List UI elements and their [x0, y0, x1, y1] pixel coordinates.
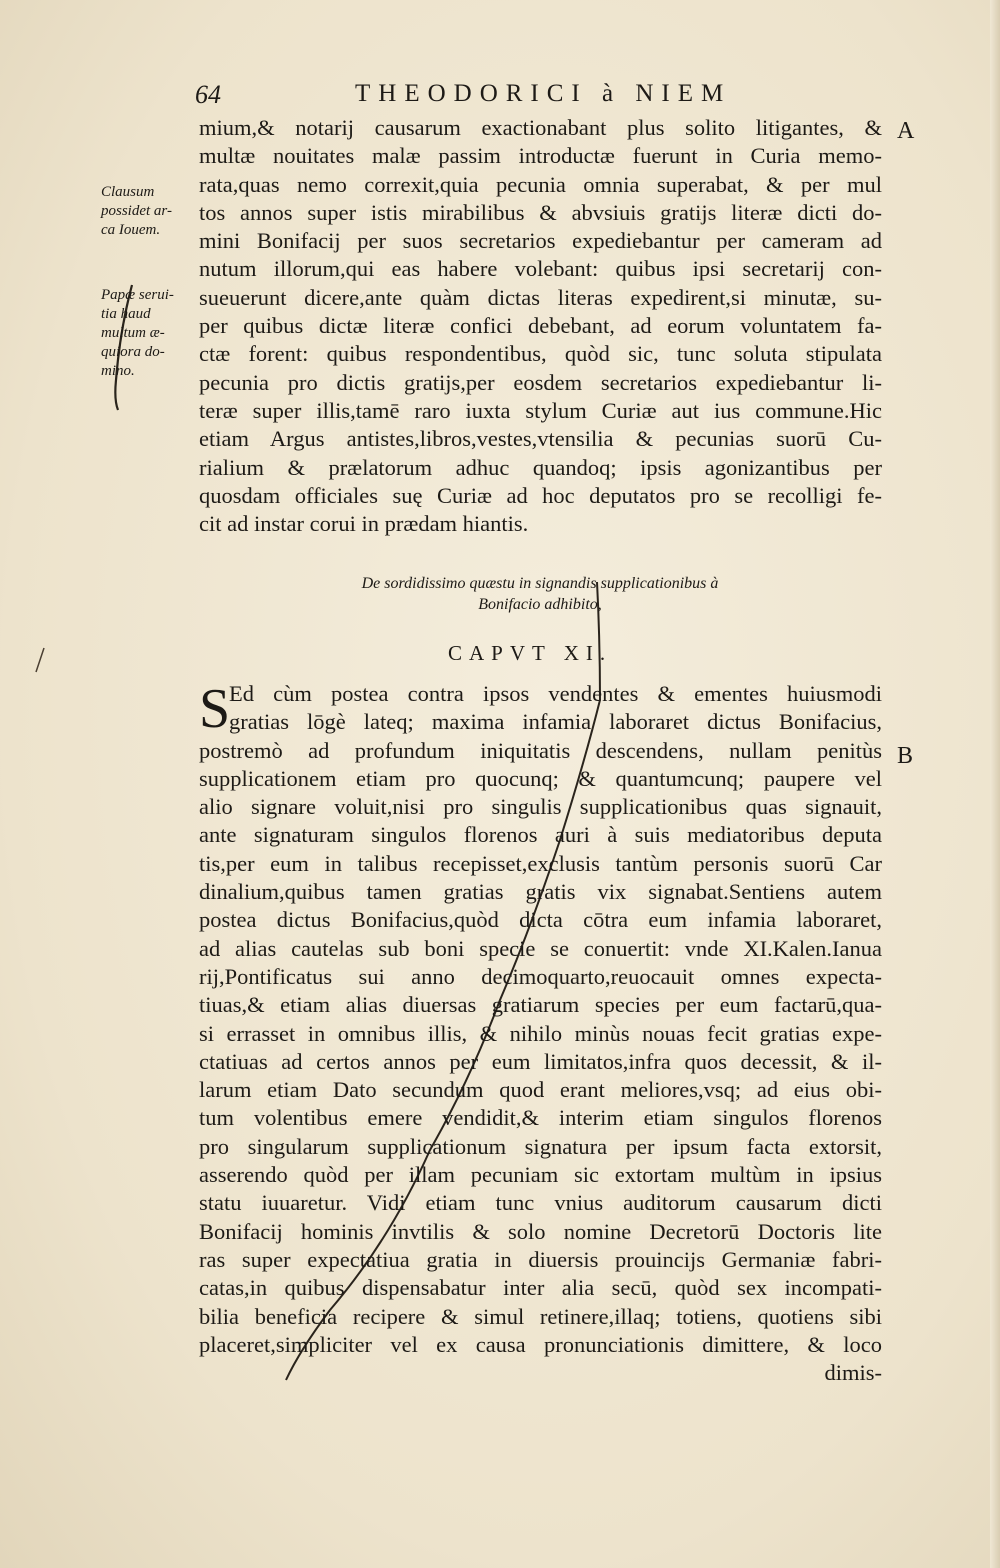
- catchword: dimis-: [824, 1360, 882, 1386]
- drop-cap-initial: S: [199, 678, 231, 740]
- text-line: supplicationem etiam pro quocunq; & quantumcunq; paupere vel: [199, 765, 882, 791]
- chapter-heading: CAPVT XI.: [448, 641, 613, 665]
- text-line: asserendo quòd per illam pecuniam sic extortam multùm in ipsius: [199, 1162, 882, 1188]
- text-line: sueuerunt dicere,ante quàm dictas literas expedirent,si minutæ, su-: [199, 284, 882, 310]
- text-line: pecunia pro dictis gratijs,per eosdem secretarios expediebantur li-: [199, 369, 882, 395]
- text-line: teræ super illis,tamē raro iuxta stylum Curiæ aut ius commune.Hic: [199, 397, 882, 423]
- section-marker-b: B: [897, 743, 914, 769]
- page-edge: [990, 0, 1000, 1568]
- text-line: ante signaturam singulos florenos auri à suis mediatoribus deputa: [199, 822, 882, 848]
- text-line: nutum illorum,qui eas habere volebant: quibus ipsi secretarij con-: [199, 256, 882, 282]
- summary-line: De sordidissimo quæstu in signandis supplicationibus à: [361, 575, 719, 592]
- text-line: postremò ad profundum iniquitatis descendens, nullam penitùs: [199, 737, 882, 763]
- text-line: ctatiuas ad certos annos per eum limitatos,infra quos decessit, & il-: [199, 1048, 882, 1074]
- text-line: multæ nouitates malæ passim introductæ fuerunt in Curia memo-: [199, 143, 882, 169]
- summary-line: Bonifacio adhibito,: [478, 596, 602, 613]
- text-line: ctæ forent: quibus respondentibus, quòd sic, tunc soluta stipulata: [199, 341, 882, 367]
- text-line: Bonifacij hominis invtilis & solo nomine Decretorū Doctoris lite: [199, 1218, 882, 1244]
- text-line: dinalium,quibus tamen gratias gratis vix signabat.Sentiens autem: [199, 879, 882, 905]
- margin-note-clausum: [101, 183, 172, 240]
- page-header: [195, 80, 775, 112]
- chapter-text-block: [199, 680, 882, 1387]
- margin-note-line: Papæ serui-: [101, 287, 174, 303]
- text-line: ad alias cautelas sub boni specie se conuertit: vnde XI.Kalen.Ianua: [199, 935, 882, 961]
- running-head: THEODORICI à NIEM: [355, 80, 732, 107]
- text-line: mium,& notarij causarum exactionabant plus solito litigantes, &: [199, 115, 882, 140]
- text-line: si errasset in omnibus illis, & nihilo minùs nouas fecit gratias expe-: [199, 1020, 882, 1046]
- text-line: larum etiam Dato secundum quod erant meliores,vsq; ad eius obi-: [199, 1077, 882, 1103]
- text-line: tis,per eum in talibus recepisset,exclusis tantùm personis suorū Car: [199, 850, 882, 876]
- margin-note-papae: [101, 286, 174, 381]
- text-line: statu iuuaretur. Vidi etiam tunc vnius auditorum causarum dicti: [199, 1190, 882, 1216]
- text-line: ras super expectatiua gratia in diuersis prouincijs Germaniæ fabri-: [199, 1246, 882, 1272]
- main-text-block: [199, 114, 882, 538]
- text-line: bilia beneficia recipere & simul retinere,illaq; totiens, quotiens sibi: [199, 1303, 882, 1329]
- text-line: cit ad instar corui in prædam hiantis.: [199, 511, 529, 537]
- text-line: catas,in quibus dispensabatur inter alia secū, quòd sex incompati-: [199, 1275, 882, 1301]
- margin-note-line: Clausum: [101, 184, 155, 200]
- text-line: pro singularum supplicationum signatura per ipsum facta extorsit,: [199, 1133, 882, 1159]
- page-number: 64: [195, 80, 221, 109]
- text-line: alio signare voluit,nisi pro singulis supplicationibus quas signauit,: [199, 794, 882, 820]
- text-line: rialium & prælatorum adhuc quandoq; ipsis agonizantibus per: [199, 454, 882, 480]
- text-line: Ed cùm postea contra ipsos vendentes & ementes huiusmodi: [229, 681, 882, 706]
- text-line: tiuas,& etiam alias diuersas gratiarum species per eum factarū,qua-: [199, 992, 882, 1018]
- margin-note-line: ca Iouem.: [101, 222, 161, 238]
- text-line: etiam Argus antistes,libros,vestes,vtensilia & pecunias suorū Cu-: [199, 426, 882, 452]
- section-marker-a: A: [897, 118, 915, 144]
- margin-note-line: tia haud: [101, 306, 151, 322]
- text-line: placeret,simpliciter vel ex causa pronunciationis dimittere, & loco: [199, 1331, 882, 1357]
- text-line: gratias lōgè lateq; maxima infamia laboraret dictus Bonifacius,: [229, 709, 882, 735]
- margin-note-line: multum æ-: [101, 325, 165, 341]
- text-line: per quibus dictæ literæ confici debebant, ad eorum voluntatem fa-: [199, 313, 882, 339]
- text-line: mini Bonifacij per suos secretarios expediebantur per cameram ad: [199, 228, 882, 254]
- text-line: tos annos super istis mirabilibus & abvsiuis gratijs literæ dicti do-: [199, 199, 882, 225]
- margin-note-line: quiora do-: [101, 344, 165, 360]
- chapter-summary: [330, 573, 750, 615]
- text-line: rata,quas nemo correxit,quia pecunia omnia superabat, & per mul: [199, 171, 882, 197]
- text-line: tum volentibus emere vendidit,& interim etiam singulos florenos: [199, 1105, 882, 1131]
- margin-note-line: mino.: [101, 363, 135, 379]
- text-line: postea dictus Bonifacius,quòd dicta cōtra eum infamia laboraret,: [199, 907, 882, 933]
- text-line: rij,Pontificatus sui anno decimoquarto,reuocauit omnes expecta-: [199, 963, 882, 989]
- text-line: quosdam officiales suę Curiæ ad hoc deputatos pro se recolligi fe-: [199, 482, 882, 508]
- margin-note-line: possidet ar-: [101, 203, 172, 219]
